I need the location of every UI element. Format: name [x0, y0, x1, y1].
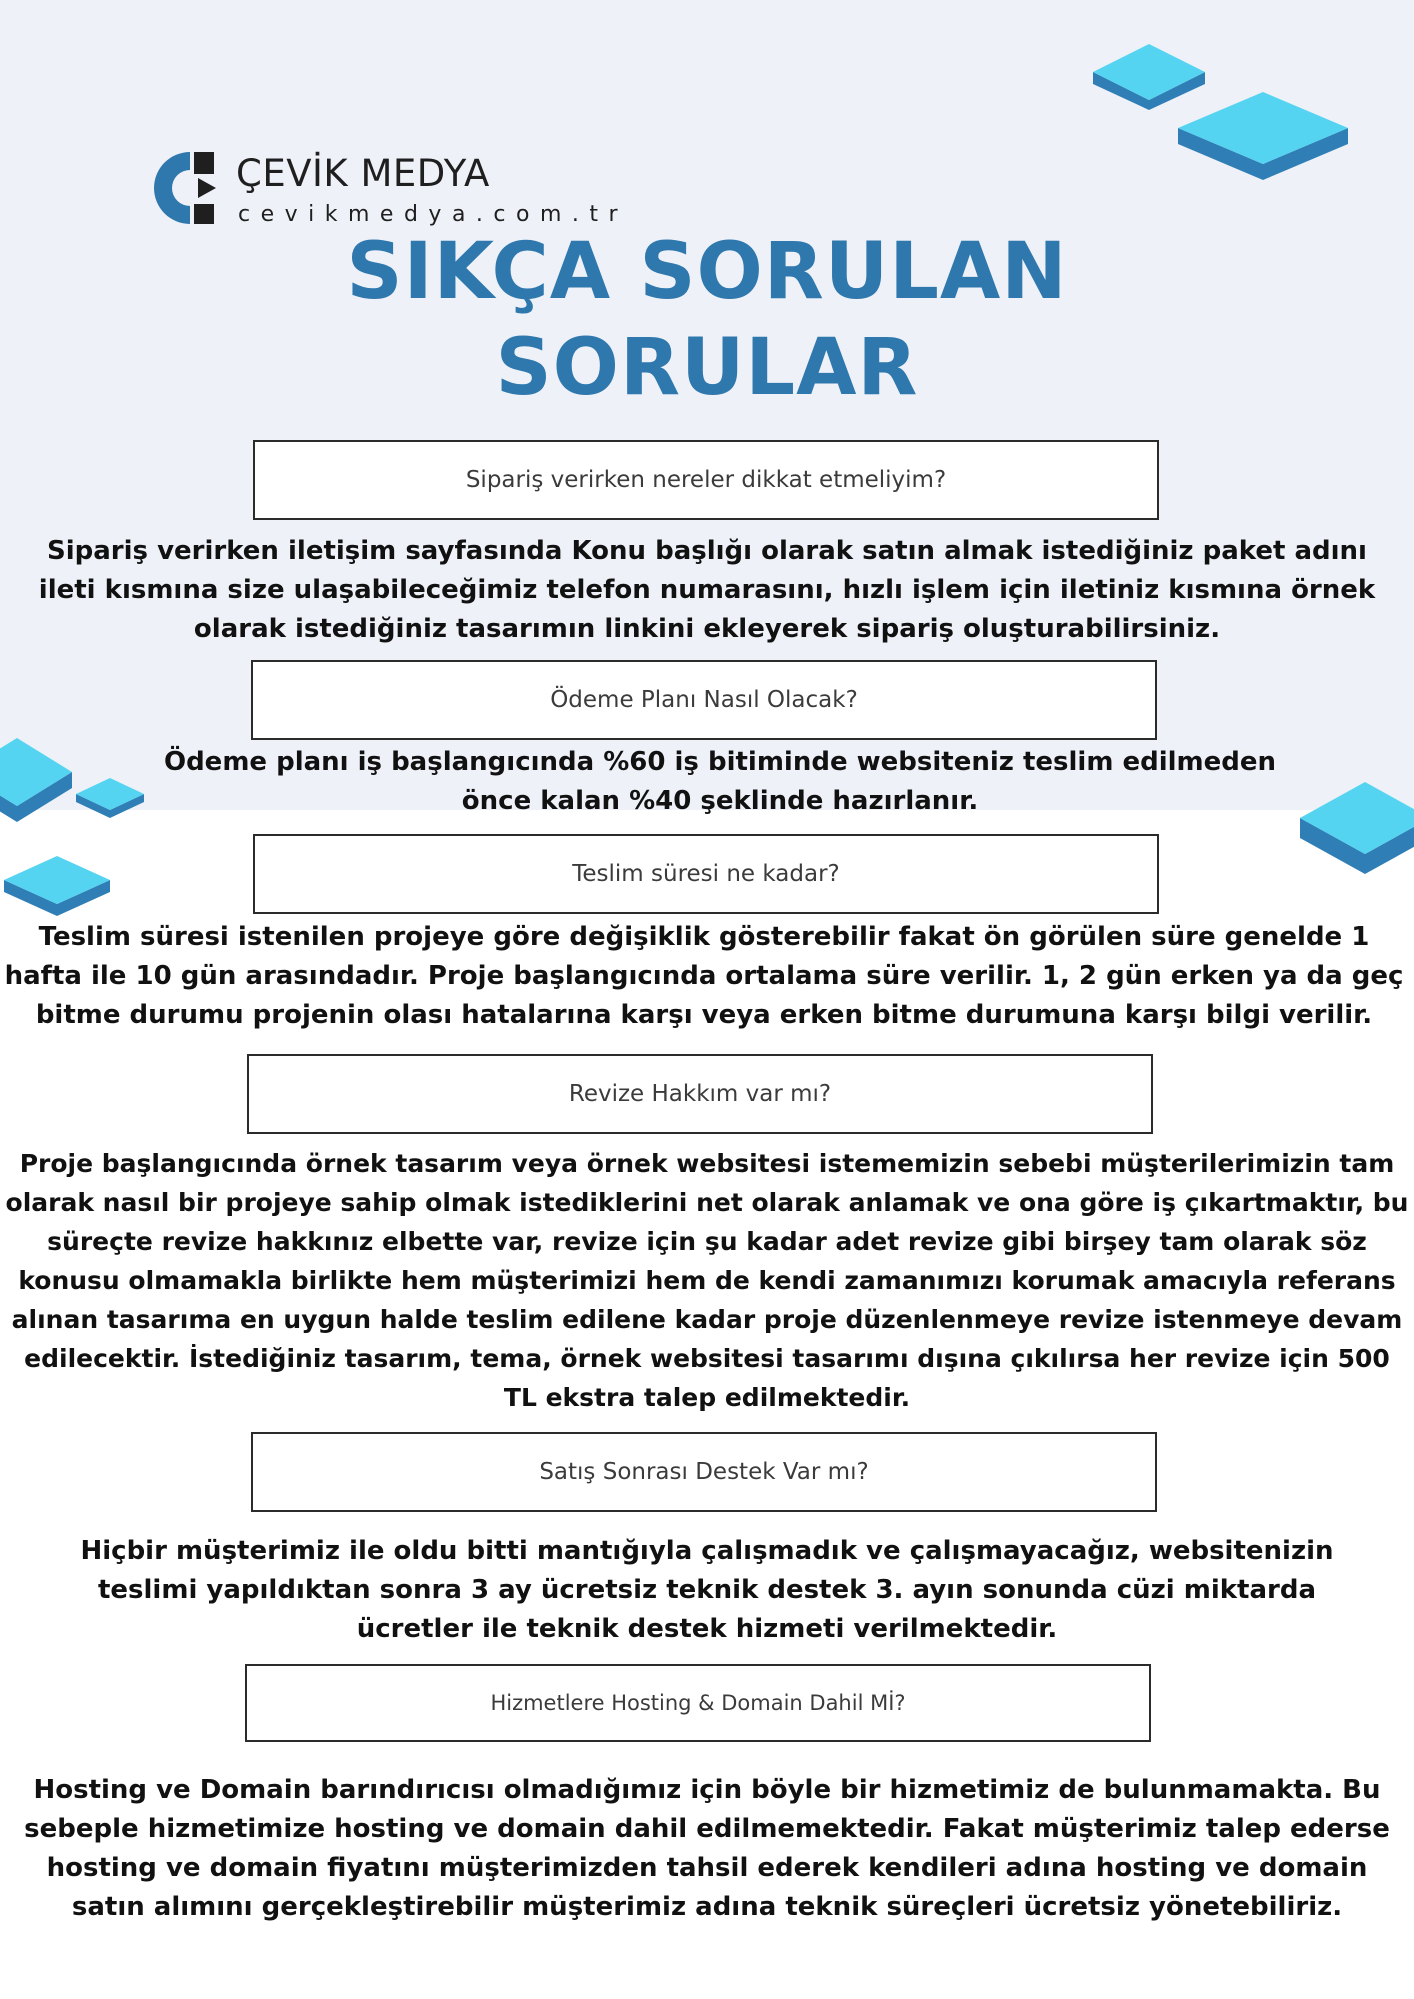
- decorative-tile: [1300, 782, 1414, 874]
- faq-question-5[interactable]: Satış Sonrası Destek Var mı?: [251, 1432, 1157, 1512]
- faq-answer-2: Ödeme planı iş başlangıcında %60 iş bitiminde websiteniz teslim edilmeden önce kalan %40 şeklinde hazırlanır.: [163, 747, 1277, 816]
- brand-url: cevikmedya.com.tr: [238, 202, 629, 227]
- decorative-tile: [0, 738, 72, 822]
- faq-question-3[interactable]: Teslim süresi ne kadar?: [253, 834, 1159, 914]
- decorative-tile: [76, 778, 144, 818]
- page-title: [0, 224, 1414, 416]
- page-title-line-2: SORULAR: [495, 323, 919, 413]
- logo-c-icon: [150, 148, 222, 228]
- faq-question-2[interactable]: Ödeme Planı Nasıl Olacak?: [251, 660, 1157, 740]
- brand-logo: [150, 148, 670, 230]
- faq-answer-1: Sipariş verirken iletişim sayfasında Konu başlığı olarak satın almak istediğiniz paket adını ileti kısmına size ulaşabileceğimiz telefon numarasını, hızlı işlem için iletiniz kısmına örnek olarak istediğiniz tasarımın linkini ekleyerek sipariş oluşturabilirsiniz.: [38, 536, 1376, 644]
- decorative-tile: [4, 856, 110, 916]
- faq-question-4[interactable]: Revize Hakkım var mı?: [247, 1054, 1153, 1134]
- faq-question-1[interactable]: Sipariş verirken nereler dikkat etmeliyim?: [253, 440, 1159, 520]
- decorative-tile: [1178, 92, 1348, 180]
- page-title-line-1: SIKÇA SORULAN: [346, 227, 1068, 317]
- faq-answer-3: Teslim süresi istenilen projeye göre değişiklik gösterebilir fakat ön görülen süre genelde 1 hafta ile 10 gün arasındadır. Proje başlangıcında ortalama süre verilir. 1, 2 gün erken ya da geç bitme durumu projenin olası hatalarına karşı veya erken bitme durumuna karşı bilgi verilir.: [4, 922, 1404, 1030]
- faq-answer-4: Proje başlangıcında örnek tasarım veya örnek websitesi istememizin sebebi müşterilerimizin tam olarak nasıl bir projeye sahip olmak istediklerini net olarak anlamak ve ona göre iş çıkartmaktır, bu süreçte revize hakkınız elbette var, revize için şu kadar adet revize gibi birşey tam olarak söz konusu olmamakla birlikte hem müşterimizi hem de kendi zamanımızı korumak amacıyla referans alınan tasarıma en uygun halde teslim edilene kadar proje düzenlenmeye revize istenmeye devam edilecektir. İstediğiniz tasarım, tema, örnek websitesi tasarımı dışına çıkılırsa her revize için 500 TL ekstra talep edilmektedir.: [5, 1149, 1409, 1412]
- faq-answer-5: Hiçbir müşterimiz ile oldu bitti mantığıyla çalışmadık ve çalışmayacağız, websitenizin teslimi yapıldıktan sonra 3 ay ücretsiz teknik destek 3. ayın sonunda cüzi miktarda ücretler ile teknik destek hizmeti verilmektedir.: [80, 1536, 1334, 1644]
- faq-question-6[interactable]: Hizmetlere Hosting & Domain Dahil Mİ?: [245, 1664, 1151, 1742]
- faq-answer-6: Hosting ve Domain barındırıcısı olmadığımız için böyle bir hizmetimiz de bulunmamakta. Bu sebeple hizmetimize hosting ve domain dahil edilmemektedir. Fakat müşterimiz talep ederse hosting ve domain fiyatını müşterimizden tahsil ederek kendileri adına hosting ve domain satın alımını gerçekleştirebilir müşterimiz adına teknik süreçleri ücretsiz yönetebiliriz.: [24, 1775, 1390, 1922]
- brand-name: ÇEVİK MEDYA: [236, 152, 490, 195]
